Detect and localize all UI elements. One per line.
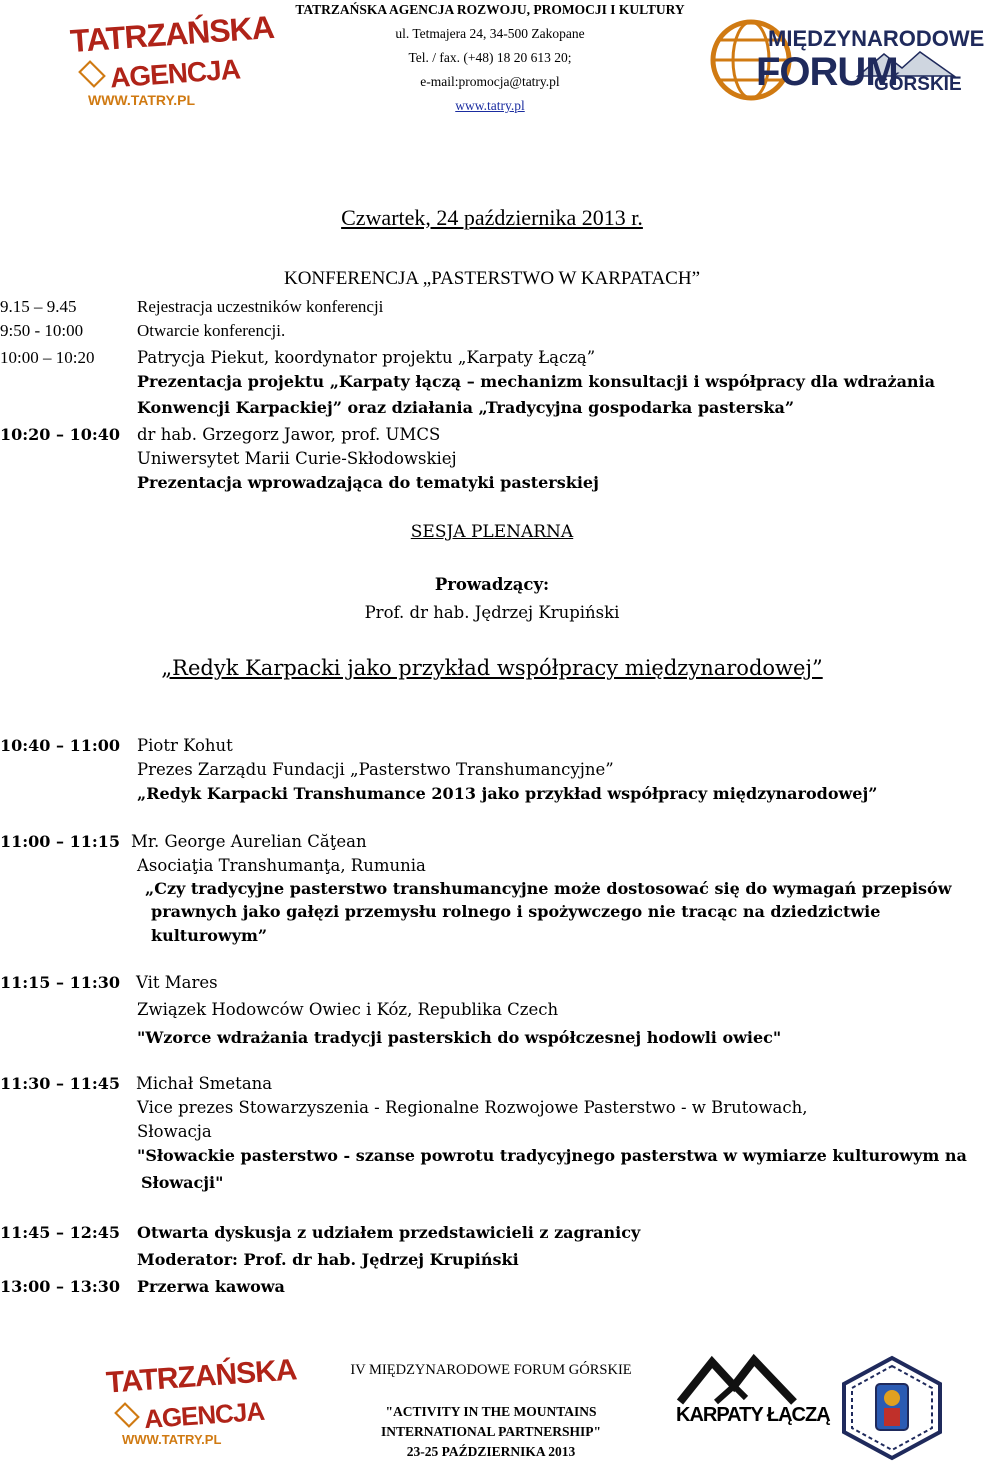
forum-gorskie-logo bbox=[708, 12, 984, 108]
speaker-affiliation: Vice prezes Stowarzyszenia - Regionalne Rozwojowe Pasterstwo - w Brutowach, bbox=[137, 1098, 808, 1117]
logo-subtitle: AGENCJA bbox=[143, 1395, 266, 1435]
speaker-name: Vit Mares bbox=[136, 973, 218, 992]
footer-event-title: IV MIĘDZYNARODOWE FORUM GÓRSKIE bbox=[350, 1362, 632, 1378]
agenda-line: Patrycja Piekut, koordynator projektu „Karpaty Łączą” bbox=[137, 348, 596, 367]
time-slot: 11:00 – 11:15 bbox=[0, 832, 121, 851]
talk-title: "Słowackie pasterstwo - szanse powrotu tradycyjnego pasterstwa w wymiarze kulturowym na bbox=[137, 1146, 967, 1165]
talk-title: „Redyk Karpacki Transhumance 2013 jako przykład współpracy międzynarodowej” bbox=[137, 784, 878, 803]
logo-title: TATRZAŃSKA bbox=[105, 1353, 298, 1400]
talk-title: prawnych jako gałęzi przemysłu rolnego i spożywczego nie tracąc na dziedzictwie bbox=[151, 902, 881, 921]
forum-title-line2: FORUM bbox=[756, 50, 898, 94]
logo-subtitle: AGENCJA bbox=[109, 53, 241, 94]
presentation-line: Konwencji Karpackiej” oraz działania „Tradycyjna gospodarka pasterska” bbox=[137, 398, 795, 417]
time-slot: 9:50 - 10:00 bbox=[0, 321, 84, 340]
footer-event-subtitle: "ACTIVITY IN THE MOUNTAINS bbox=[385, 1404, 597, 1419]
org-website-link[interactable]: www.tatry.pl bbox=[455, 98, 525, 113]
forum-title-line1: MIĘDZYNARODOWE bbox=[768, 26, 984, 51]
time-slot: 10:40 – 11:00 bbox=[0, 736, 121, 755]
footer-event-subtitle: INTERNATIONAL PARTNERSHIP" bbox=[381, 1424, 601, 1439]
session-title: SESJA PLENARNA bbox=[410, 522, 574, 542]
logo-title: TATRZAŃSKA bbox=[68, 8, 275, 60]
org-name: TATRZAŃSKA AGENCJA ROZWOJU, PROMOCJI I KULTURY bbox=[295, 2, 685, 17]
forum-title-line3: GÓRSKIE bbox=[874, 74, 962, 95]
time-slot: 10:00 – 10:20 bbox=[0, 348, 95, 367]
logo-url: WWW.TATRY.PL bbox=[122, 1432, 222, 1447]
footer-tatrzanska-logo bbox=[104, 1353, 298, 1456]
org-address: ul. Tetmajera 24, 34-500 Zakopane bbox=[395, 26, 585, 41]
agenda-line: Prezentacja wprowadzająca do tematyki pasterskiej bbox=[137, 473, 599, 492]
talk-title: "Wzorce wdrażania tradycji pasterskich do współczesnej hodowli owiec" bbox=[137, 1028, 782, 1047]
time-slot: 11:15 – 11:30 bbox=[0, 973, 121, 992]
agenda-line: Rejestracja uczestników konferencji bbox=[137, 297, 384, 316]
talk-title: Słowacji" bbox=[141, 1173, 224, 1192]
speaker-name: Mr. George Aurelian Căţean bbox=[131, 832, 367, 851]
talk-title: „Czy tradycyjne pasterstwo transhumancyjne może dostosować się do wymagań przepisów bbox=[145, 879, 952, 898]
org-email: e-mail:promocja@tatry.pl bbox=[420, 74, 560, 89]
session-topic: „Redyk Karpacki jako przykład współpracy międzynarodowej” bbox=[161, 656, 823, 680]
moderator-label: Prowadzący: bbox=[434, 575, 550, 594]
agenda-line: Przerwa kawowa bbox=[137, 1277, 285, 1296]
conference-title: KONFERENCJA „PASTERSTWO W KARPATACH” bbox=[283, 268, 700, 289]
date-title: Czwartek, 24 października 2013 r. bbox=[341, 205, 643, 230]
speaker-name: Michał Smetana bbox=[136, 1074, 273, 1093]
speaker-affiliation: Asociaţia Transhumanţa, Rumunia bbox=[137, 856, 426, 875]
agenda-line: Otwarcie konferencji. bbox=[137, 321, 286, 340]
karpaty-mountain-icon bbox=[676, 1354, 814, 1404]
org-phone: Tel. / fax. (+48) 18 20 613 20; bbox=[408, 50, 572, 65]
speaker-affiliation: Słowacja bbox=[137, 1122, 212, 1141]
time-slot: 9.15 – 9.45 bbox=[0, 297, 77, 316]
speaker-name: Piotr Kohut bbox=[137, 736, 233, 755]
time-slot: 10:20 – 10:40 bbox=[0, 425, 121, 444]
time-slot: 11:45 – 12:45 bbox=[0, 1223, 121, 1242]
logo-ornament-icon bbox=[114, 1402, 140, 1428]
agenda-line: Moderator: Prof. dr hab. Jędrzej Krupiński bbox=[137, 1250, 519, 1269]
karpaty-logo-text: KARPATY ŁĄCZĄ bbox=[676, 1404, 830, 1426]
time-slot: 11:30 – 11:45 bbox=[0, 1074, 121, 1093]
presentation-line: Prezentacja projektu „Karpaty łączą – mechanizm konsultacji i współpracy dla wdrażania bbox=[137, 372, 936, 391]
agenda-line: Otwarta dyskusja z udziałem przedstawicieli z zagranicy bbox=[137, 1223, 641, 1242]
speaker-affiliation: Prezes Zarządu Fundacji „Pasterstwo Transhumancyjne” bbox=[137, 760, 614, 779]
agenda-line: dr hab. Grzegorz Jawor, prof. UMCS bbox=[137, 425, 441, 444]
coat-of-arms-icon bbox=[836, 1356, 948, 1460]
speaker-affiliation: Związek Hodowców Owiec i Kóz, Republika Czech bbox=[137, 1000, 559, 1019]
time-slot: 13:00 – 13:30 bbox=[0, 1277, 121, 1296]
footer-event-date: 23-25 PAŹDZIERNIKA 2013 bbox=[406, 1444, 576, 1459]
talk-title: kulturowym” bbox=[151, 926, 268, 945]
karpaty-laczo-logo bbox=[672, 1354, 830, 1438]
agenda-line: Uniwersytet Marii Curie-Skłodowskiej bbox=[137, 449, 457, 468]
moderator-name: Prof. dr hab. Jędrzej Krupiński bbox=[364, 603, 620, 622]
logo-url: WWW.TATRY.PL bbox=[88, 92, 196, 108]
